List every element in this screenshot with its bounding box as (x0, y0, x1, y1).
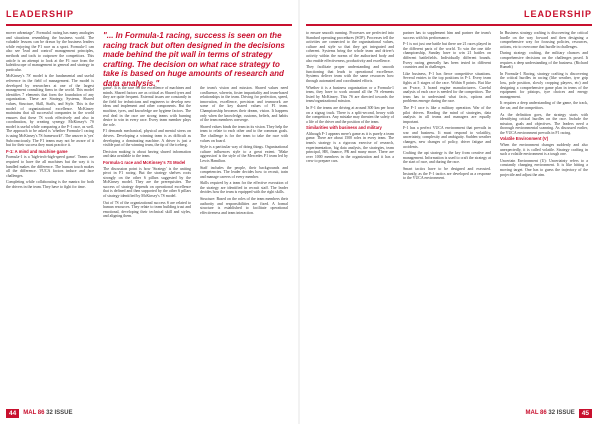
paragraph: Although F-1 appears mere's game as it is purely a team game. There are about 1500 roles in every team. The team's strategy is a rigorous exercise of research, experimentation, big data analysis, the strategies, team principal, HR, finance, PR and many more. There are over 1000 members in the organization and it has a crew to prepare cars. (306, 131, 394, 164)
paragraph: the team's vision and mission. Shared values need confluence, wherein, foster impartiality and team-based relationships in the team. Driving for perfection, speed, innovation, excellence, precision and teamwork are some of the key shared values of F1 team. Championship becomes their dream, vision. It happens only when the knowledge, customs, beliefs, and habits of the team members converge. (200, 86, 288, 123)
paragraph: F-1 has a perfect VUCA environment that prevails in war and business. It must respond to volatility, uncertainty, complexity and ambiguity. Sudden weather changes, new changes of policy, driver fatigue and accidents. (403, 126, 491, 149)
paragraph: Uncertain Environment (U): Uncertainty refers to a constantly changing environment. It is like hitting a moving target. One has to guess the trajectory of the projectile and adjust the aim. (500, 158, 588, 177)
text-column-3 (200, 86, 288, 405)
paragraph: Structure: Based on the roles of the team members their authority and responsibilities are fixed. A formal structure is established to facilitate operational effectiveness and team interaction. (200, 197, 288, 215)
paragraph: During strategy crafting, the military chances and comprehensive decisions on the challenges posed. It requires a deep understanding of the business. (Richard Rumelt) (500, 51, 588, 70)
paragraph: game'. It is the race for the excellence of machines and minds. Shared factors are as critical as Shared tyres and they are quite frequent. External issues are constantly in the field for technicians and engineers to develop new ideas and implement and other components. But the machine, tyres, and knowledge are hygiene factors. The real deal in the race are strong teams with burning desire to win in every race. Every team member plays the role. (103, 86, 191, 127)
section-header-right: LEADERSHIP (523, 9, 592, 19)
paragraph: It requires a deep understanding of the game, the track, the car, and the competitors. (500, 101, 588, 110)
paragraph: Crafting the apt strategy is the key from creative and management. Information is used to craft the strategy at the start of race, and during the race. (403, 151, 491, 165)
header-rule-right (306, 24, 592, 26)
text-column-1 (6, 31, 94, 405)
paragraph: Decision making is about having shared information and data available to the team. (103, 149, 191, 159)
paragraph: F-1 is not just one battle but there are 21 races played in the different parts of the world. To win the one title championship, Sunday have to win 21 battles on different battlefields. Individually different brands. Every racing generally has been tested in different countries and in challenges. (403, 42, 491, 70)
subheading: F-1: A mind and machine game (6, 148, 68, 154)
text-column-4 (306, 31, 394, 405)
paragraph: As the definition goes, the strategy starts with identifying critical hurdles on the race. Include the mission, goals and objectives. The leaders need a thorough environmental scanning. As discussed earlier, the VUCA environment prevails in F1 racing. (500, 112, 588, 135)
subheading: Formula-1 race and McKinsey's 7S Model (103, 159, 186, 165)
footer-left (6, 407, 73, 419)
footer-right (526, 407, 593, 419)
paragraph: partner has to supplement him and partner the team's success with his performance. (403, 31, 491, 40)
paragraph: Smart tactics have to be designed and executed. Instantly, as the F-1 tactics are developed as a response to the VUCA environment. (403, 167, 491, 181)
paragraph: Completing while collaborating is the mantra for both the drivers in the team. They have to fight for time. (6, 180, 94, 189)
paragraph: When the environment changes suddenly and also unexpectedly, it is called volatile. Strategy crafting in such a volatile environment is a tough one. (500, 143, 588, 157)
section-header-left: LEADERSHIP (6, 9, 75, 19)
paragraph: Staff includes the people, their backgrounds and competencies. The leader decides how to recruit, train and manage careers of every member. (200, 165, 288, 179)
paragraph: mover advantage". Formula1 racing has many analogies and situations resembling the business world. The valuable lessons can be drawn by the business leaders while enjoying the F1 race as a sport. Formula-1 can also see 'lead and control' management principles, methods and tools to outpower the competitors. This article is an attempt to look at the F1 race from the kaleidoscope of management in general and strategy in particular. (6, 31, 94, 72)
text-column-5 (403, 31, 491, 405)
issue-info-left (23, 410, 72, 416)
paragraph: In Formula-1 Racing, strategy crafting is discovering the critical hurdles in racing (like weather, tyre grip loss, pole position, slowly cropping players, etc) and designing a comprehensive game plan in terms of the equipment for pitstops, tyre choices and energy management. (500, 71, 588, 99)
paragraph: Style is a particular way of doing things. Organizational culture influences style to a great extent. 'Make aggression' is the style of the Mercedes F1 team led by Lewis Hamilton. (200, 145, 288, 163)
magazine-name: MAL 86 (23, 410, 45, 416)
paragraph: McKinsey's 7S' model is the fundamental and useful reference in the field of management. The model is developed by researchers at one of the largest management consulting firms in the world. This model identifies 7 elements that form the foundation of any organization. These are Strategy, Systems, Shared values, Structure, Skill, Staffs, and Style. This is the model of organizational excellence. McKinsey maintains that all successful companies in the world ensures that these 7S work effectively and also in coordination, by creating synergy. McKinsey's 7S model is useful while comparing a the F-1 race, as well. The approach to be asked is 'whether Formula-1 racing is using McKinsey's 7S framework?'. The answer is 'yes' Subconsciously. The F1 teams may not be aware of it but for their success they must practice it. (6, 74, 94, 148)
paragraph: to ensure smooth running. Processes are perfected into Standard operating procedures (SOP). Processes tell the activities are connected to the organizational values, culture and style so that they get integrated and coherent. Systems bring the whole team and driver's activity within the norms of the authorized body and also enable effectiveness, productivity and excellence. (306, 31, 394, 63)
paragraph: In Business strategy crafting is discovering the critical hurdle on the way forward and then designing a comprehensive way for focusing policies, resources, actions, etc to overcome that hurdle in challenges. (500, 31, 588, 49)
paragraph: In F-1 the teams are driving at around 300 km per hour on a zigzag track. There is a split-second, heavy with the competitors. Any mistake may threaten the safety of a life of the driver and the position of the team. (306, 105, 394, 124)
text-column-2 (103, 86, 191, 405)
paragraph: They facilitate proper understanding and smooth functioning that leads to operational excellence. Systems deliver team with the same resources how through automated and coordinated efforts. (306, 65, 394, 83)
subheading: Volatile Environment (V) (500, 136, 549, 142)
issue-info-right (526, 410, 575, 416)
header-rule-left (6, 24, 292, 26)
magazine-name: MAL 86 (525, 410, 547, 416)
paragraph: Like business, F-1 has fierce competitive situations. Several entries to the top positions in F-1. Every team fights at 5 stages of the race. Within 8 points. But like an F-race, 3 brand engine manufacturers. Careful analysis of each race is needed for the competitors. The team has to understand what facts, options and problems emerge during the race. (403, 71, 491, 104)
paragraph: Skills required by a team for the effective execution of the strategy are identified in recruit staff. The leader decides how the team is equipped with the right skills. (200, 181, 288, 195)
paragraph: Out of 7S of the organizational success S are related to human resources. They relate to team building trust and emotional, developing their technical skill and styles, and aligning them. (103, 200, 191, 219)
pull-quote: "... In Formula-1 racing, success is seen on the racing track but often designed in the decisions made behind the pit wall in terms of strategy crafting. The decision on what race strategy to take is based on huge amounts of research and data analysis." (103, 31, 285, 88)
paragraph: Formula-1 is a 'high-tech-high-speed game'. Teams are required to have the all machines but the way it is handled makes the difference. The human touch makes all the difference. VUCA factors induce and face challenges. (6, 155, 94, 178)
subheading: Similarities with business and military (306, 125, 382, 131)
issue-label: 32 ISSUE (548, 410, 575, 416)
issue-label: 32 ISSUE (46, 410, 73, 416)
page-number-left: 44 (6, 409, 19, 418)
paragraph: Shared values binds the team in its vision. They help the team to relate to each other and to the common goals. The challenge is for the team to take the race with values on board. (200, 124, 288, 143)
page-number-right: 45 (579, 409, 592, 418)
paragraph: Whether it is a business organization or a Formula-1 team, they have to work around all the 7S elements listed by McKinsey. This 7S are directed towards the team/organizational mission. (306, 85, 394, 104)
text-column-6 (500, 31, 588, 405)
paragraph: The F-1 race is like a military operation. War of the pilot drivers. Reading the mind of strategies, data analysis in all teams and managers are equally important. (403, 105, 491, 124)
paragraph: The discussion point is how 'Strategy' is the uniting pivot in F1 racing. But the strategy shelves roots strongly on the other 6 pillars suggested by the McKinsey model. They are the prerequisites. The success of strategy depends on operational excellence that is defined and then supported by the other 6 pillars of strategy identified by McKinsey's 7S model. (103, 166, 191, 199)
paragraph: F1 demands mechanical, physical and mental stress on drivers. Developing a winning team is as difficult as developing a dominating machine. A driver is just a visible part of the winning team, the tip of the iceberg. (103, 129, 191, 148)
page-gutter (298, 0, 300, 424)
